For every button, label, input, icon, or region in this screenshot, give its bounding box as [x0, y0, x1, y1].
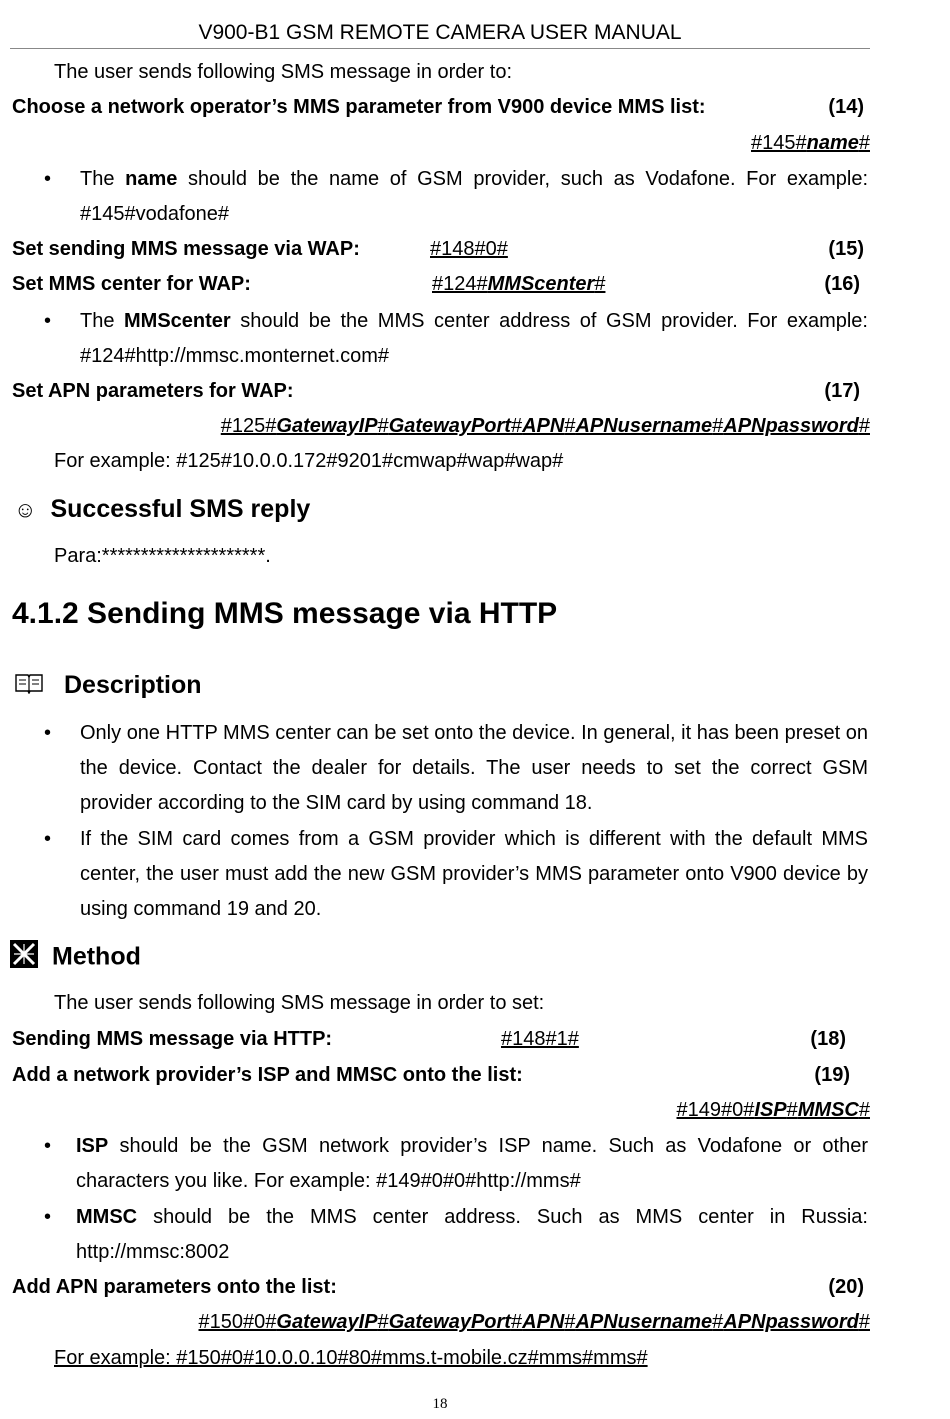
command-14-code	[12, 130, 870, 156]
example-20: For example: #150#0#10.0.0.10#80#mms.t-mobile.cz#mms#mms#	[54, 1347, 648, 1369]
command-20-row	[12, 1274, 870, 1300]
command-16-row	[12, 271, 870, 297]
command-15-row	[12, 236, 870, 262]
command-16-number: (16)	[824, 273, 860, 295]
example-17: For example: #125#10.0.0.172#9201#cmwap#wap#wap#	[54, 450, 564, 472]
command-19-code: #149#0#ISP#MMSC#	[676, 1099, 870, 1121]
method-icon	[10, 940, 38, 976]
command-15-code: #148#0#	[430, 238, 508, 260]
page-header: V900-B1 GSM REMOTE CAMERA USER MANUAL	[10, 20, 870, 49]
command-17-label: Set APN parameters for WAP:	[12, 380, 294, 402]
code-prefix: #145#	[751, 132, 807, 154]
command-19-row	[12, 1062, 870, 1088]
command-18-label: Sending MMS message via HTTP:	[12, 1028, 333, 1050]
command-17-row	[12, 378, 870, 404]
method-intro: The user sends following SMS message in order to set:	[54, 992, 545, 1014]
section-412-title: 4.1.2 Sending MMS message via HTTP	[12, 597, 558, 630]
command-20-label: Add APN parameters onto the list:	[12, 1276, 337, 1298]
description-bullet-1: Only one HTTP MMS center can be set onto the device. In general, it has been preset on the device. Contact the dealer for details. The user needs to set the correct GSM provider according to the SIM card by using command 18.	[80, 722, 868, 814]
bullet-dot: •	[44, 1135, 52, 1157]
command-18-code: #148#1#	[501, 1028, 579, 1050]
bullet-dot: •	[44, 1206, 52, 1228]
command-20-code: #150#0#GatewayIP#GatewayPort#APN#APNusername#APNpassword#	[198, 1311, 870, 1333]
reply-title: Successful SMS reply	[50, 495, 311, 523]
page-number: 18	[432, 1396, 448, 1412]
command-17-code: #125#GatewayIP#GatewayPort#APN#APNusername#APNpassword#	[220, 415, 870, 437]
bullet-mmscenter: The MMScenter should be the MMS center address of GSM provider. For example: #124#http://mmsc.monternet.com#	[80, 310, 868, 367]
bullet-dot: •	[44, 168, 52, 190]
command-14-row	[12, 94, 870, 120]
intro-text: The user sends following SMS message in order to:	[54, 61, 512, 83]
bullet-dot: •	[44, 722, 52, 744]
command-14-label: Choose a network operator’s MMS parameter from V900 device MMS list:	[12, 96, 706, 118]
method-heading	[10, 940, 141, 976]
description-heading	[14, 669, 202, 702]
code-param: name	[806, 132, 859, 154]
reply-heading	[14, 493, 310, 526]
reply-text: Para:*********************.	[54, 545, 271, 567]
command-15-number: (15)	[828, 238, 864, 260]
description-title: Description	[64, 671, 202, 699]
code-suffix: #	[858, 132, 870, 154]
command-19-number: (19)	[814, 1064, 850, 1086]
smiley-icon: ☺	[14, 497, 37, 523]
book-icon	[14, 670, 44, 702]
command-15-label: Set sending MMS message via WAP:	[12, 238, 360, 260]
bullet-name: The name should be the name of GSM provider, such as Vodafone. For example: #145#vodafone#	[80, 168, 868, 225]
command-20-number: (20)	[828, 1276, 864, 1298]
bullet-dot: •	[44, 310, 52, 332]
method-title: Method	[52, 942, 141, 971]
command-19-label: Add a network provider’s ISP and MMSC onto the list:	[12, 1064, 523, 1086]
command-18-row	[12, 1026, 870, 1052]
command-16-label: Set MMS center for WAP:	[12, 273, 251, 295]
command-16-code: #124#MMScenter#	[432, 273, 606, 295]
command-17-number: (17)	[824, 380, 860, 402]
description-bullet-2: If the SIM card comes from a GSM provider which is different with the default MMS center, the user must add the new GSM provider’s MMS parameter onto V900 device by using command 19 and 20.	[80, 828, 868, 920]
bullet-dot: •	[44, 828, 52, 850]
command-18-number: (18)	[810, 1028, 846, 1050]
command-14-number: (14)	[828, 96, 864, 118]
bullet-mmsc: MMSC should be the MMS center address. Such as MMS center in Russia: http://mmsc:8002	[76, 1206, 868, 1263]
bullet-isp: ISP should be the GSM network provider’s ISP name. Such as Vodafone or other characters you like. For example: #149#0#0#http://mms#	[76, 1135, 868, 1192]
